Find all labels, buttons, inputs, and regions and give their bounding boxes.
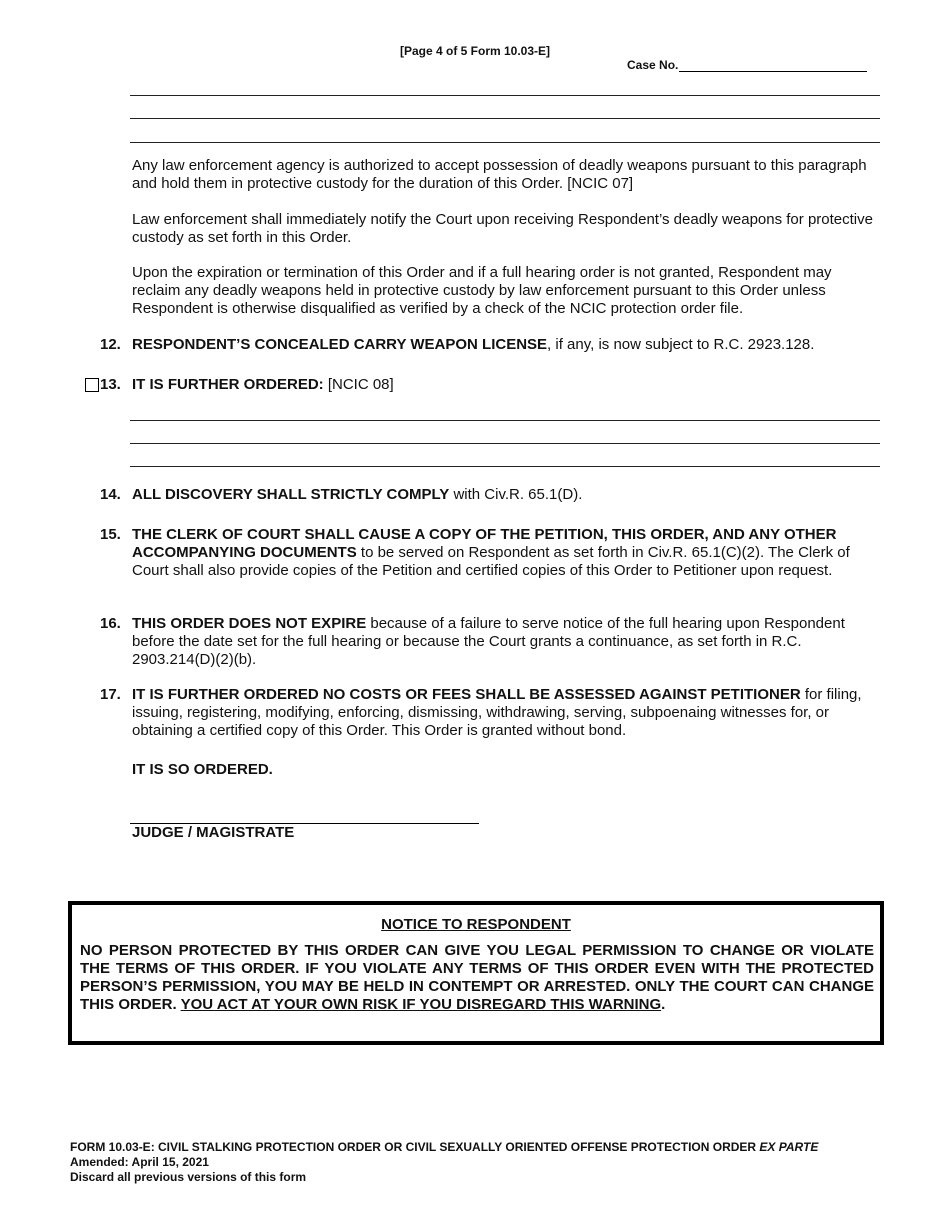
blank-line[interactable] <box>130 95 880 96</box>
item-heading: IT IS FURTHER ORDERED NO COSTS OR FEES SHALL BE ASSESSED AGAINST PETITIONER <box>132 686 801 703</box>
case-no-label: Case No. <box>627 58 679 72</box>
case-no-blank[interactable] <box>679 58 867 72</box>
item-text: [NCIC 08] <box>323 376 394 393</box>
item-13 <box>100 376 880 394</box>
item-number: 13. <box>100 376 121 393</box>
notice-text: NO PERSON PROTECTED BY THIS ORDER CAN GIVE YOU LEGAL PERMISSION TO CHANGE OR VIOLATE THE TERMS OF THIS ORDER. IF YOU VIOLATE ANY TERMS OF THIS ORDER EVEN WITH THE PROTECTED PERSON’S PERMISSION, YOU MAY BE HELD IN CONTEMPT OR ARRESTED. ONLY THE COURT CAN CHANGE THIS ORDER. <box>80 942 874 1013</box>
case-number-field[interactable] <box>627 58 867 72</box>
item-12 <box>100 336 880 354</box>
item-number: 14. <box>100 486 121 503</box>
item-number: 15. <box>100 526 121 543</box>
item-number: 16. <box>100 615 121 632</box>
item-text: to be served on Respondent as set forth in Civ.R. 65.1(C)(2). The Clerk of Court shall also provide copies of the Petition and certified copies of this Order to Petitioner upon request. <box>132 544 850 579</box>
blank-line[interactable] <box>130 142 880 143</box>
blank-line[interactable] <box>130 466 880 467</box>
notify-court-paragraph: Law enforcement shall immediately notify the Court upon receiving Respondent’s deadly weapons for protective custody as set forth in this Order. <box>132 211 873 246</box>
item-text: , if any, is now subject to R.C. 2923.128. <box>547 336 815 353</box>
item-heading: THIS ORDER DOES NOT EXPIRE <box>132 615 367 632</box>
notice-title: NOTICE TO RESPONDENT <box>381 916 571 933</box>
form-title-footer <box>70 1140 818 1155</box>
item-text: with Civ.R. 65.1(D). <box>449 486 583 503</box>
further-ordered-checkbox[interactable] <box>85 378 99 392</box>
page-label: [Page 4 of 5 Form 10.03-E] <box>399 44 551 58</box>
weapons-custody-paragraph: Any law enforcement agency is authorized to accept possession of deadly weapons pursuant to this paragraph and hold them in protective custody for the duration of this Order. [NCIC 07] <box>132 157 867 192</box>
blank-line[interactable] <box>130 443 880 444</box>
item-heading: IT IS FURTHER ORDERED: <box>132 376 324 393</box>
item-heading: ALL DISCOVERY SHALL STRICTLY COMPLY <box>132 486 450 503</box>
notice-warning: YOU ACT AT YOUR OWN RISK IF YOU DISREGARD THIS WARNING <box>180 996 662 1013</box>
blank-line[interactable] <box>130 420 880 421</box>
notice-body <box>80 942 874 1014</box>
so-ordered: IT IS SO ORDERED. <box>132 761 273 778</box>
item-15 <box>100 526 880 580</box>
form-title-italic: EX PARTE <box>759 1140 819 1154</box>
item-number: 17. <box>100 686 121 703</box>
item-number: 12. <box>100 336 121 353</box>
notice-to-respondent-box <box>68 901 884 1045</box>
blank-line[interactable] <box>130 118 880 119</box>
item-text: for filing, issuing, registering, modifying, enforcing, dismissing, withdrawing, serving, subpoenaing witnesses for, or obtaining a certified copy of this Order. This Order is granted without bond. <box>132 686 862 739</box>
discard-note: Discard all previous versions of this form <box>70 1170 307 1184</box>
item-text: because of a failure to serve notice of the full hearing upon Respondent before the date set for the full hearing or because the Court grants a continuance, as set forth in R.C. 2903.214(D)(2)(b). <box>132 615 845 668</box>
notice-end: . <box>661 996 666 1013</box>
item-17 <box>100 686 880 740</box>
reclaim-weapons-paragraph: Upon the expiration or termination of this Order and if a full hearing order is not granted, Respondent may reclaim any deadly weapons held in protective custody by law enforcement pursuant to this Order unless Respondent is otherwise disqualified as verified by a check of the NCIC protection order file. <box>132 264 832 317</box>
form-title: FORM 10.03-E: CIVIL STALKING PROTECTION ORDER OR CIVIL SEXUALLY ORIENTED OFFENSE PROTECTION ORDER <box>70 1140 760 1154</box>
item-heading: RESPONDENT’S CONCEALED CARRY WEAPON LICENSE <box>132 336 548 353</box>
amended-date: Amended: April 15, 2021 <box>70 1155 209 1169</box>
item-heading: THE CLERK OF COURT SHALL CAUSE A COPY OF THE PETITION, THIS ORDER, AND ANY OTHER ACCOMPANYING DOCUMENTS <box>132 526 837 561</box>
item-14 <box>100 486 880 504</box>
item-16 <box>100 615 880 669</box>
judge-magistrate-label: JUDGE / MAGISTRATE <box>132 824 295 841</box>
